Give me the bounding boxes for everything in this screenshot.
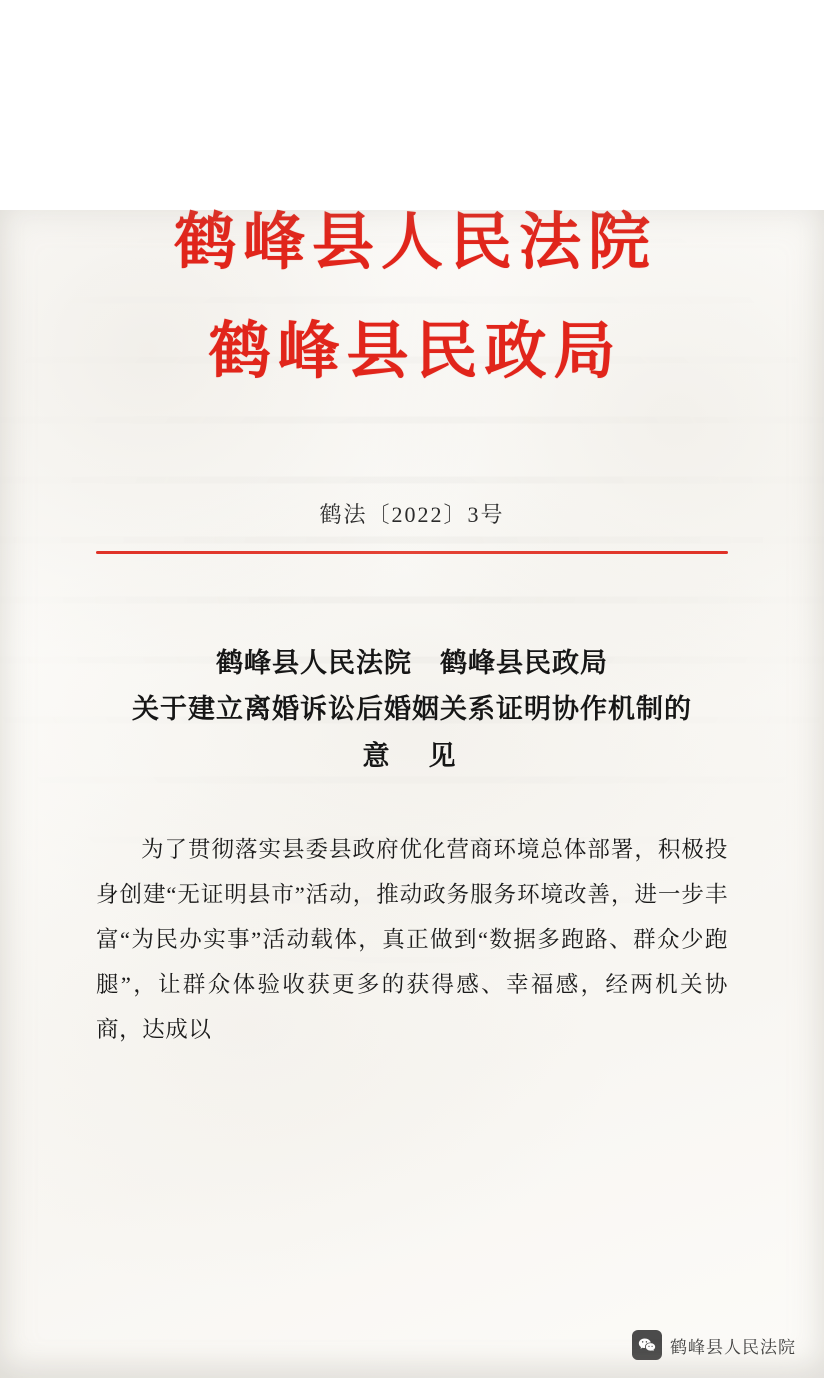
footer-watermark (632, 1330, 796, 1360)
document-title (96, 640, 728, 779)
document-page (0, 210, 824, 1378)
wechat-icon (632, 1330, 662, 1360)
masthead-line-civil-affairs: 鹤峰县民政局 (208, 317, 623, 386)
footer-watermark-label: 鹤峰县人民法院 (670, 1337, 796, 1357)
masthead (96, 210, 728, 386)
masthead-line-court: 鹤峰县人民法院 (173, 209, 657, 277)
document-number: 鹤法〔2022〕3号 (319, 501, 505, 527)
title-line-issuers: 鹤峰县人民法院 鹤峰县民政局 (216, 647, 608, 678)
body-text (96, 827, 728, 1052)
title-line-subject: 关于建立离婚诉讼后婚姻关系证明协作机制的 (132, 694, 692, 725)
document-content (0, 210, 824, 1052)
title-line-doctype: 意 见 (362, 740, 462, 771)
red-separator-rule (96, 551, 728, 554)
body-paragraph-1: 为了贯彻落实县委县政府优化营商环境总体部署，积极投身创建“无证明县市”活动，推动政务服务环境改善，进一步丰富“为民办实事”活动载体，真正做到“数据多跑路、群众少跑腿”，让群众体验收获更多的获得感、幸福感，经两机关协商，达成以 (96, 837, 728, 1043)
